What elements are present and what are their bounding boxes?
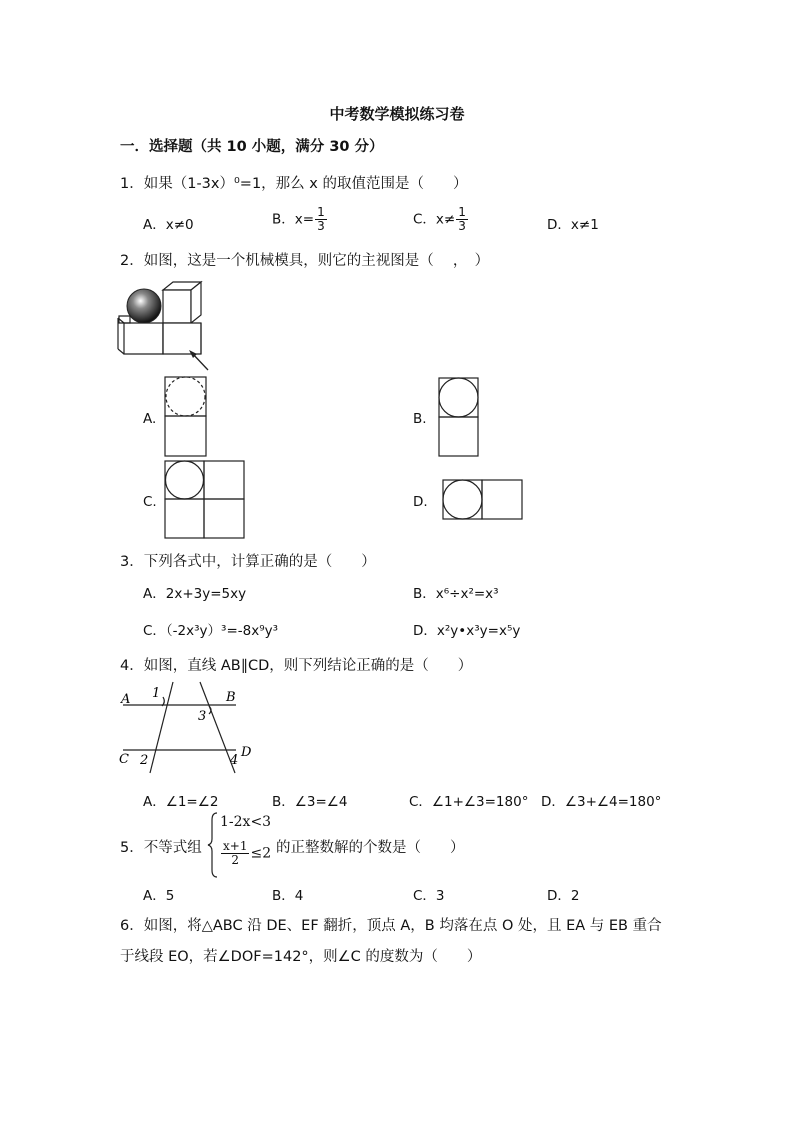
q1-option-b-label: B．x=: [272, 211, 315, 228]
q5-option-b: B．4: [272, 888, 304, 904]
section-heading: 一．选择题（共 10 小题，满分 30 分）: [120, 139, 384, 155]
q4-option-a: A．∠1=∠2: [143, 794, 219, 810]
q3-option-b: B．x⁶÷x²=x³: [413, 586, 499, 602]
q5-inequality-1: 1-2x<3: [220, 814, 272, 830]
fraction-denominator: 3: [317, 219, 325, 233]
q2-option-a-label: A.: [143, 411, 157, 427]
label-point-a: A: [121, 692, 131, 707]
q2-option-a-figure: [164, 376, 208, 458]
q1-option-a: A．x≠0: [143, 217, 194, 233]
q5-fraction: [221, 840, 249, 867]
question-1-stem: 1．如果（1-3x）⁰=1，那么 x 的取值范围是（ ）: [120, 176, 468, 192]
q2-option-c-figure: [164, 460, 246, 540]
q2-option-d-label: D.: [413, 494, 428, 510]
q3-option-a: A．2x+3y=5xy: [143, 586, 247, 602]
label-point-c: C: [119, 752, 129, 767]
q3-option-c: C．（-2x³y）³=-8x⁹y³: [143, 623, 279, 639]
q4-option-c: C．∠1+∠3=180°: [409, 794, 529, 810]
q1-option-d: D．x≠1: [547, 217, 599, 233]
question-5-suffix: 的正整数解的个数是（ ）: [276, 840, 465, 856]
q1-option-c-label: C．x≠: [413, 211, 456, 228]
label-point-b: B: [226, 690, 236, 705]
label-angle-3: 3: [198, 709, 207, 724]
q2-option-d-figure: [442, 479, 524, 521]
fraction-denominator: 3: [458, 219, 466, 233]
question-2-stem: 2．如图，这是一个机械模具，则它的主视图是（ ， ）: [120, 253, 490, 269]
q1-option-b-fraction: [315, 206, 327, 233]
q2-option-c-label: C.: [143, 494, 157, 510]
question-6-line-2: 于线段 EO，若∠DOF=142°，则∠C 的度数为（ ）: [120, 949, 482, 965]
question-5-prefix: 5．不等式组: [120, 840, 202, 856]
system-brace-icon: [208, 812, 218, 878]
q5-option-c: C．3: [413, 888, 445, 904]
q4-option-b: B．∠3=∠4: [272, 794, 348, 810]
question-6-line-1: 6．如图，将△ABC 沿 DE、EF 翻折，顶点 A，B 均落在点 O 处，且 EA 与 EB 重合: [120, 918, 662, 934]
question-3-stem: 3．下列各式中，计算正确的是（ ）: [120, 554, 376, 570]
q5-inequality-2-tail: ≤2: [250, 845, 272, 862]
q2-mold-figure: [118, 280, 213, 372]
question-4-stem: 4．如图，直线 AB∥CD，则下列结论正确的是（ ）: [120, 658, 473, 674]
q3-option-d: D．x²y•x³y=x⁵y: [413, 623, 521, 639]
q5-option-a: A．5: [143, 888, 175, 904]
label-point-d: D: [241, 745, 252, 760]
q1-option-c-fraction: [456, 206, 468, 233]
label-angle-2: 2: [140, 753, 149, 768]
q5-option-d: D．2: [547, 888, 580, 904]
label-angle-4: 4: [230, 753, 239, 768]
fraction-numerator: x+1: [223, 839, 248, 853]
q2-option-b-figure: [438, 377, 480, 458]
q1-option-c: [413, 206, 469, 233]
q4-option-d: D．∠3+∠4=180°: [541, 794, 662, 810]
q4-parallel-lines-figure: [118, 680, 263, 775]
fraction-numerator: 1: [317, 205, 325, 219]
label-angle-1: 1: [152, 686, 161, 701]
fraction-denominator: 2: [231, 853, 240, 867]
q2-option-b-label: B.: [413, 411, 427, 427]
q5-inequality-2: [220, 840, 271, 867]
q1-option-b: [272, 206, 328, 233]
page-title: 中考数学模拟练习卷: [329, 105, 465, 123]
ball-icon: [127, 289, 161, 323]
fraction-numerator: 1: [458, 205, 466, 219]
